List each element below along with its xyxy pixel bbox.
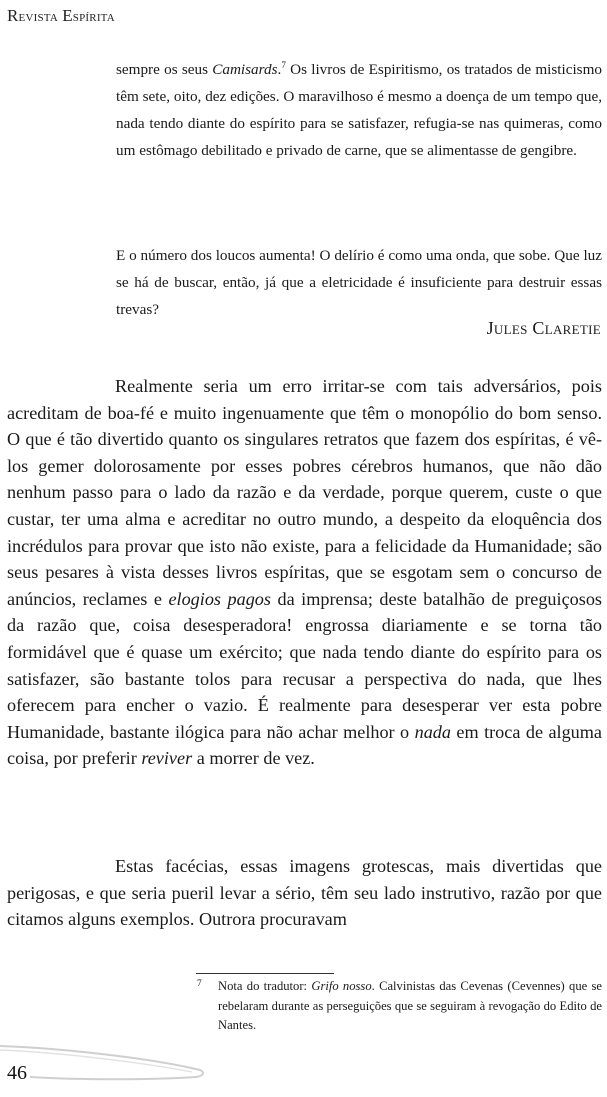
decorative-swoosh (0, 1036, 210, 1084)
footnote-divider (196, 973, 334, 974)
emphasis-nada: nada (414, 721, 451, 742)
emphasis-grifo-nosso: Grifo nosso (311, 979, 372, 993)
body-paragraph-1: Realmente seria um erro irritar-se com tais adversários, pois acreditam de boa-fé e muito ingenuamente que têm o monopólio do bom senso. O que é tão divertido quanto os singulares retratos que fazem dos espíritas, é vê-los gemer dolorosamente por esses pobres cérebros humanos, que não dão nenhum passo para o lado da razão e da verdade, porque querem, custe o que custar, ter uma alma e acreditar no outro mundo, a despeito da eloquência dos incrédulos para provar que isto não existe, para a felicidade da Humanidade; são seus pesares à vista desses livros espíritas, que se esgotam sem o concurso de anúncios, reclames e elogios pagos da imprensa; deste batalhão de preguiçosos da razão que, coisa desesperadora! engrossa diariamente e se torna tão formidável que é quase um exército; que nada tendo diante do espírito para os satisfazer, são bastante tolos para recusar a perspectiva do nada, que lhes oferecem para encher o vazio. É realmente para desesperar ver esta pobre Humanidade, bastante ilógica para não achar melhor o nada em troca de alguma coisa, por preferir reviver a morrer de vez. (7, 376, 602, 769)
footnote-text: Nota do tradutor: Grifo nosso. Calvinistas das Cevenas (Cevennes) que se rebelaram durante as perseguições que se seguiram à revogação do Edito de Nantes. (218, 979, 602, 1032)
footnote-number: 7 (197, 979, 202, 989)
quote-paragraph-2: E o número dos loucos aumenta! O delírio é como uma onda, que sobe. Que luz se há de buscar, então, já que a eletricidade é insuficiente para destruir essas trevas? (116, 247, 602, 318)
emphasis-camisards: Camisards (212, 61, 278, 78)
quote-paragraph-1: sempre os seus Camisards.$^7$ Os livros de Espiritismo, os tratados de misticismo têm sete, oito, dez edições. O maravilhoso é mesmo a doença de um tempo que, nada tendo diante do espírito para se satisfazer, refugia-se nas quimeras, como um estômago debilitado e privado de carne, que se alimentasse de gengibre. (116, 59, 602, 159)
body-paragraph-2: Estas facécias, essas imagens grotescas, mais divertidas que perigosas, e que seria pueril levar a sério, têm seu lado instrutivo, razão por que citamos alguns exemplos. Outrora procuravam (7, 856, 602, 930)
running-header: Revista Espírita (7, 6, 115, 25)
footnote-reference: 7 (281, 59, 286, 70)
emphasis-reviver: reviver (141, 748, 193, 769)
quote-author: Jules Claretie (486, 318, 601, 338)
page-number: 46 (7, 1062, 27, 1084)
emphasis-elogios-pagos: elogios pagos (168, 588, 271, 609)
